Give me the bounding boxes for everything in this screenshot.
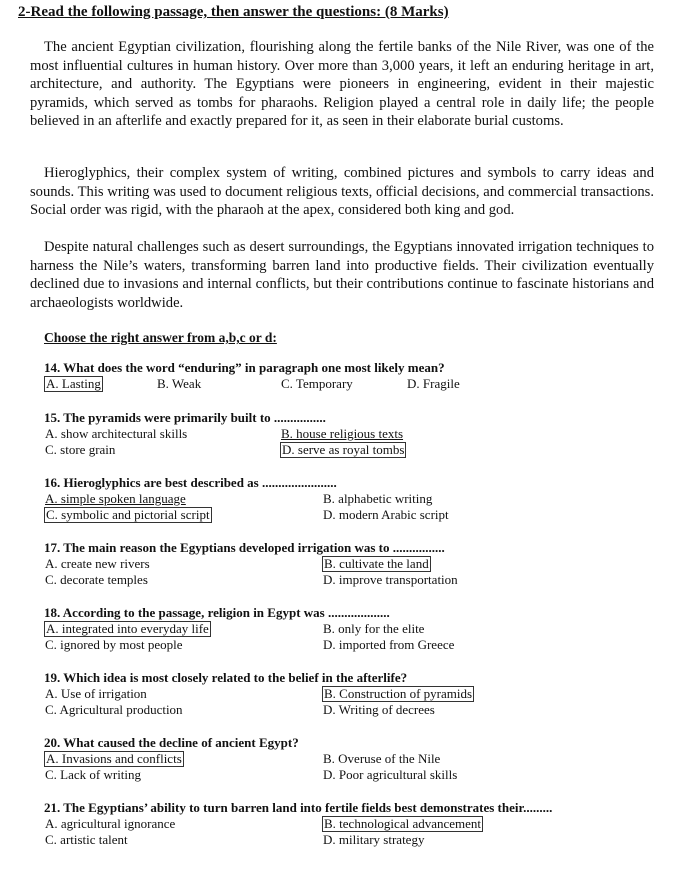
question-15	[44, 410, 664, 458]
option-c[interactable]: C. symbolic and pictorial script	[46, 507, 210, 522]
option-a[interactable]: A. Use of irrigation	[45, 686, 147, 701]
question-19	[44, 670, 664, 718]
option-c[interactable]: C. Lack of writing	[45, 767, 142, 782]
option-d[interactable]: D. military strategy	[323, 832, 425, 847]
option-b[interactable]: B. Construction of pyramids	[324, 686, 473, 701]
option-b[interactable]: B. only for the elite	[323, 621, 425, 636]
option-d[interactable]: D. imported from Greece	[323, 637, 455, 652]
question-20	[44, 735, 664, 783]
option-d[interactable]: D. serve as royal tombs	[282, 442, 405, 457]
question-stem: 20. What caused the decline of ancient Egypt?	[44, 735, 299, 750]
option-d[interactable]: D. Fragile	[407, 376, 460, 391]
question-stem: 16. Hieroglyphics are best described as .......................	[44, 475, 337, 490]
option-a[interactable]: A. Lasting	[46, 376, 101, 391]
passage-paragraph-2: Hieroglyphics, their complex system of writing, combined pictures and symbols to carry ideas and sounds. This writing was used to document religious texts, official decisions, and commercial transactions. Social order was rigid, with the pharaoh at the apex, considered both king and god.	[30, 165, 654, 219]
question-stem: 17. The main reason the Egyptians developed irrigation was to ................	[44, 540, 445, 555]
option-b[interactable]: B. Weak	[157, 376, 202, 391]
question-21	[44, 800, 664, 848]
question-stem: 15. The pyramids were primarily built to ................	[44, 410, 326, 425]
option-b[interactable]: B. cultivate the land	[324, 556, 429, 571]
option-a[interactable]: A. integrated into everyday life	[46, 621, 209, 636]
option-a[interactable]: A. show architectural skills	[45, 426, 188, 441]
question-stem: 14. What does the word “enduring” in paragraph one most likely mean?	[44, 360, 445, 375]
option-c[interactable]: C. Agricultural production	[45, 702, 183, 717]
question-17	[44, 540, 664, 588]
option-b[interactable]: B. alphabetic writing	[323, 491, 433, 506]
option-d[interactable]: D. Poor agricultural skills	[323, 767, 458, 782]
passage-paragraph-1: The ancient Egyptian civilization, flourishing along the fertile banks of the Nile River, was one of the most influential cultures in human history. Over more than 3,000 years, it left an enduring heritage in art, architecture, and authority. The Egyptians were pioneers in engineering, evident in their majestic pyramids, which served as tombs for pharaohs. Religion played a central role in daily life; the people believed in an afterlife and exactly prepared for it, as seen in their elaborate burial customs.	[30, 39, 654, 130]
question-stem: 18. According to the passage, religion in Egypt was ...................	[44, 605, 390, 620]
option-a[interactable]: A. simple spoken language	[45, 491, 186, 506]
option-d[interactable]: D. improve transportation	[323, 572, 458, 587]
option-d[interactable]: D. modern Arabic script	[323, 507, 449, 522]
section-heading: 2-Read the following passage, then answer the questions: (8 Marks)	[18, 4, 449, 20]
option-a[interactable]: A. create new rivers	[45, 556, 150, 571]
option-c[interactable]: C. store grain	[45, 442, 116, 457]
passage-paragraph-3: Despite natural challenges such as desert surroundings, the Egyptians innovated irrigation techniques to harness the Nile’s waters, transforming barren land into productive fields. Their civilization eventually declined due to invasions and internal conflicts, but their contributions continue to fascinate historians and archaeologists worldwide.	[30, 239, 654, 311]
option-b[interactable]: B. Overuse of the Nile	[323, 751, 441, 766]
question-stem: 19. Which idea is most closely related to the belief in the afterlife?	[44, 670, 408, 685]
question-stem: 21. The Egyptians’ ability to turn barren land into fertile fields best demonstrates their.........	[44, 800, 553, 815]
question-14	[44, 360, 664, 392]
option-b[interactable]: B. technological advancement	[324, 816, 482, 831]
instructions: Choose the right answer from a,b,c or d:	[44, 330, 277, 345]
option-a[interactable]: A. Invasions and conflicts	[46, 751, 182, 766]
option-c[interactable]: C. Temporary	[281, 376, 353, 391]
question-16	[44, 475, 664, 523]
option-c[interactable]: C. ignored by most people	[45, 637, 183, 652]
question-18	[44, 605, 664, 653]
option-c[interactable]: C. decorate temples	[45, 572, 148, 587]
option-a[interactable]: A. agricultural ignorance	[45, 816, 176, 831]
option-c[interactable]: C. artistic talent	[45, 832, 128, 847]
option-b[interactable]: B. house religious texts	[281, 426, 404, 441]
option-d[interactable]: D. Writing of decrees	[323, 702, 435, 717]
